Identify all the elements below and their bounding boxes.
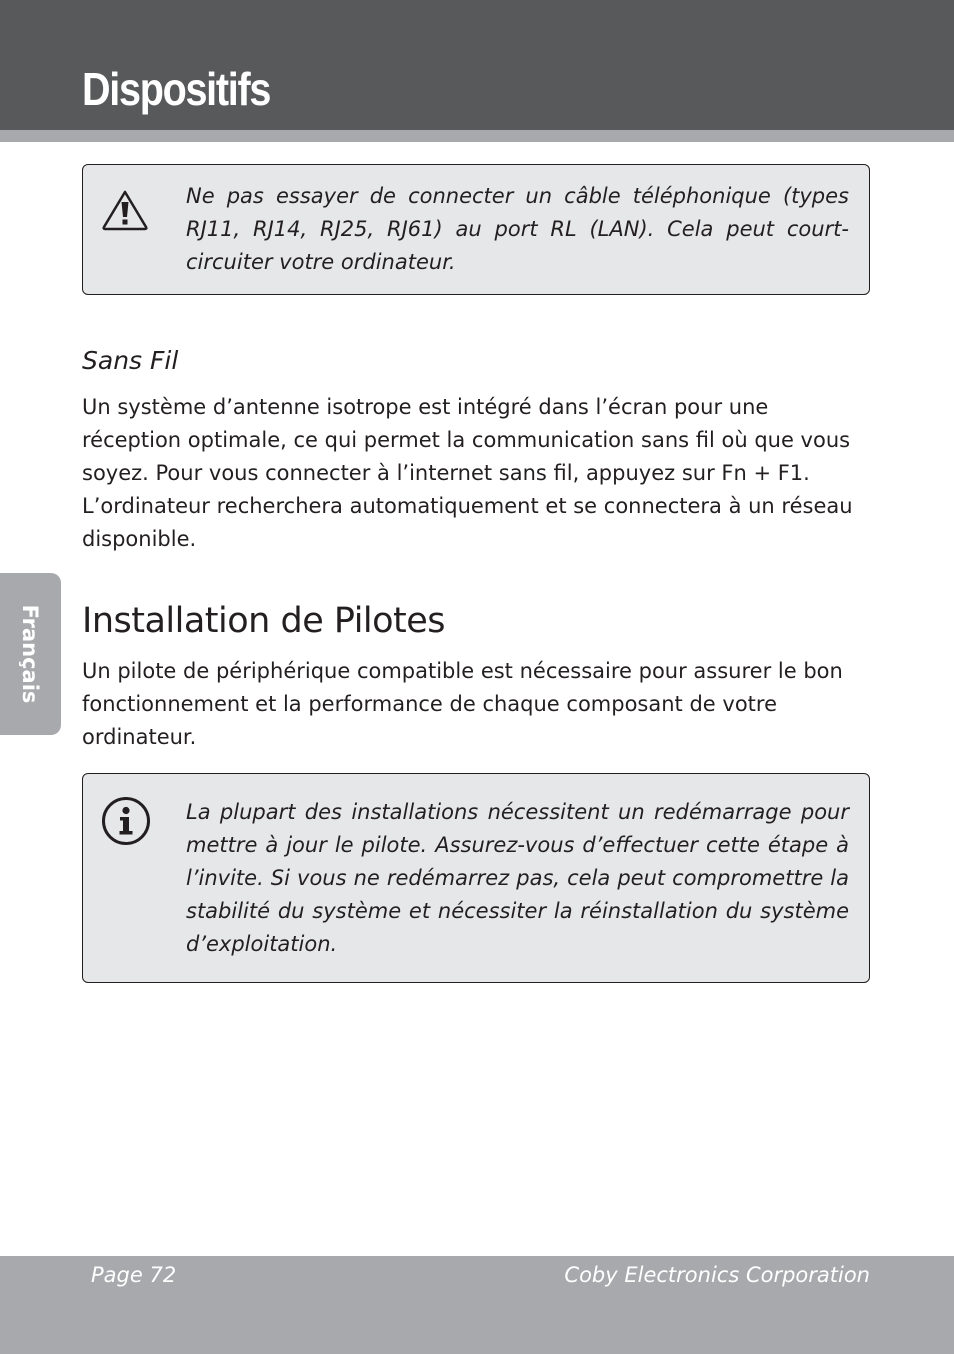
- drivers-paragraph: Un pilote de périphérique compatible est nécessaire pour assurer le bon fonctionnement et la performance de chaque composant de votre ordinateur.: [82, 659, 843, 749]
- language-tab: [0, 573, 61, 735]
- page-number: Page 72: [91, 1263, 177, 1287]
- language-tab-label: Français: [18, 604, 42, 704]
- info-notice-text: La plupart des installations nécessitent un redémarrage pour mettre à jour le pilote. Assurez-vous d’effectuer cette étape à l’invite. Si vous ne redémarrez pas, cela peut compromettre la stabilité du système et nécessiter la réinstallation du système d’exploitation.: [186, 800, 849, 956]
- page-footer: [0, 1256, 954, 1354]
- info-icon: [101, 796, 151, 850]
- warning-notice-text: Ne pas essayer de connecter un câble téléphonique (types RJ11, RJ14, RJ25, RJ61) au port RL (LAN). Cela peut court-circuiter votre ordinateur.: [186, 184, 849, 274]
- warning-notice: [82, 164, 870, 295]
- wireless-heading: Sans Fil: [82, 346, 179, 375]
- wireless-paragraph: Un système d’antenne isotrope est intégré dans l’écran pour une réception optimale, ce qui permet la communication sans fil où que vous soyez. Pour vous connecter à l’internet sans fil, appuyez sur Fn + F1. L’ordinateur recherchera automatiquement et se connectera à un réseau disponible.: [82, 395, 853, 551]
- warning-triangle-icon: [101, 189, 149, 235]
- company-name: Coby Electronics Corporation: [564, 1263, 870, 1287]
- page-title: Dispositifs: [82, 63, 271, 115]
- info-notice: [82, 773, 870, 983]
- drivers-heading: Installation de Pilotes: [82, 601, 446, 641]
- header-stripe: [0, 130, 954, 142]
- page-header: [0, 0, 954, 130]
